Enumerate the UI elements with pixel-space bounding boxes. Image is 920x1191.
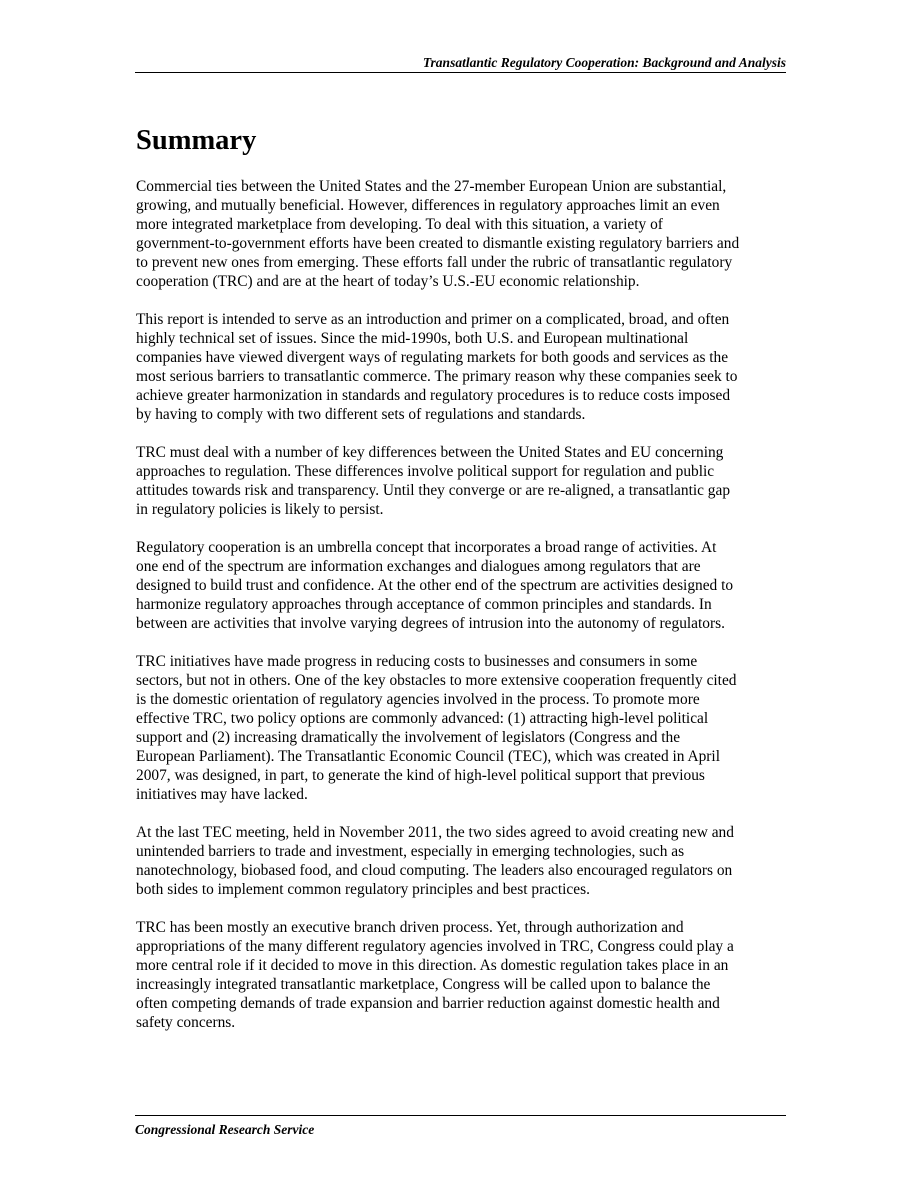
paragraph-line: initiatives may have lacked. xyxy=(136,786,308,803)
summary-paragraph xyxy=(136,538,792,633)
paragraph-line: TRC has been mostly an executive branch driven process. Yet, through authorization and xyxy=(136,919,684,936)
paragraph-line: effective TRC, two policy options are commonly advanced: (1) attracting high-level political xyxy=(136,710,709,727)
paragraph-line: Regulatory cooperation is an umbrella concept that incorporates a broad range of activities. At xyxy=(136,539,717,556)
paragraph-line: harmonize regulatory approaches through acceptance of common principles and standards. In xyxy=(136,596,712,613)
paragraph-line: designed to build trust and confidence. At the other end of the spectrum are activities designed to xyxy=(136,577,734,594)
paragraph-line: government-to-government efforts have been created to dismantle existing regulatory barriers and xyxy=(136,235,740,252)
paragraph-line: sectors, but not in others. One of the key obstacles to more extensive cooperation frequently cited xyxy=(136,672,737,689)
summary-paragraph xyxy=(136,652,792,804)
paragraph-line: TRC must deal with a number of key differences between the United States and EU concerning xyxy=(136,444,724,461)
paragraph-line: nanotechnology, biobased food, and cloud computing. The leaders also encouraged regulators on xyxy=(136,862,733,879)
paragraph-line: TRC initiatives have made progress in reducing costs to businesses and consumers in some xyxy=(136,653,698,670)
paragraph-line: companies have viewed divergent ways of regulating markets for both goods and services as the xyxy=(136,349,729,366)
summary-paragraph xyxy=(136,823,792,899)
paragraph-line: between are activities that involve varying degrees of intrusion into the autonomy of regulators. xyxy=(136,615,725,632)
paragraph-line: approaches to regulation. These differences involve political support for regulation and public xyxy=(136,463,715,480)
page-footer xyxy=(135,1115,786,1139)
paragraph-line: more central role if it decided to move in this direction. As domestic regulation takes place in an xyxy=(136,957,729,974)
paragraph-line: Commercial ties between the United States and the 27-member European Union are substantial, xyxy=(136,178,727,195)
paragraph-line: growing, and mutually beneficial. However, differences in regulatory approaches limit an even xyxy=(136,197,720,214)
paragraph-line: is the domestic orientation of regulatory agencies involved in the process. To promote more xyxy=(136,691,700,708)
summary-paragraph xyxy=(136,918,792,1032)
paragraph-line: At the last TEC meeting, held in November 2011, the two sides agreed to avoid creating new and xyxy=(136,824,734,841)
summary-paragraph xyxy=(136,310,792,424)
running-header-title: Transatlantic Regulatory Cooperation: Background and Analysis xyxy=(422,55,786,70)
summary-paragraph xyxy=(136,177,792,291)
paragraph-line: both sides to implement common regulatory principles and best practices. xyxy=(136,881,590,898)
paragraph-line: one end of the spectrum are information exchanges and dialogues among regulators that are xyxy=(136,558,701,575)
paragraph-line: attitudes towards risk and transparency. Until they converge or are re-aligned, a transatlantic gap xyxy=(136,482,731,499)
paragraph-line: in regulatory policies is likely to persist. xyxy=(136,501,384,518)
running-header xyxy=(135,54,786,73)
paragraph-line: to prevent new ones from emerging. These efforts fall under the rubric of transatlantic regulatory xyxy=(136,254,733,271)
paragraph-line: more integrated marketplace from developing. To deal with this situation, a variety of xyxy=(136,216,663,233)
paragraph-line: unintended barriers to trade and investment, especially in emerging technologies, such as xyxy=(136,843,685,860)
paragraph-line: achieve greater harmonization in standards and regulatory procedures is to reduce costs imposed xyxy=(136,387,731,404)
paragraph-line: support and (2) increasing dramatically the involvement of legislators (Congress and the xyxy=(136,729,681,746)
paragraph-line: often competing demands of trade expansion and barrier reduction against domestic health and xyxy=(136,995,720,1012)
paragraph-line: This report is intended to serve as an introduction and primer on a complicated, broad, and often xyxy=(136,311,730,328)
paragraph-line: European Parliament). The Transatlantic Economic Council (TEC), which was created in April xyxy=(136,748,720,765)
paragraph-line: highly technical set of issues. Since the mid-1990s, both U.S. and European multinational xyxy=(136,330,689,347)
paragraph-line: safety concerns. xyxy=(136,1014,236,1031)
section-title: Summary xyxy=(136,125,257,156)
paragraph-line: 2007, was designed, in part, to generate the kind of high-level political support that previous xyxy=(136,767,705,784)
summary-body xyxy=(136,177,792,1051)
paragraph-line: appropriations of the many different regulatory agencies involved in TRC, Congress could play a xyxy=(136,938,734,955)
summary-paragraph xyxy=(136,443,792,519)
paragraph-line: increasingly integrated transatlantic marketplace, Congress will be called upon to balance the xyxy=(136,976,711,993)
footer-publisher: Congressional Research Service xyxy=(135,1122,315,1137)
paragraph-line: most serious barriers to transatlantic commerce. The primary reason why these companies seek to xyxy=(136,368,738,385)
paragraph-line: by having to comply with two different sets of regulations and standards. xyxy=(136,406,586,423)
paragraph-line: cooperation (TRC) and are at the heart of today’s U.S.-EU economic relationship. xyxy=(136,273,640,290)
